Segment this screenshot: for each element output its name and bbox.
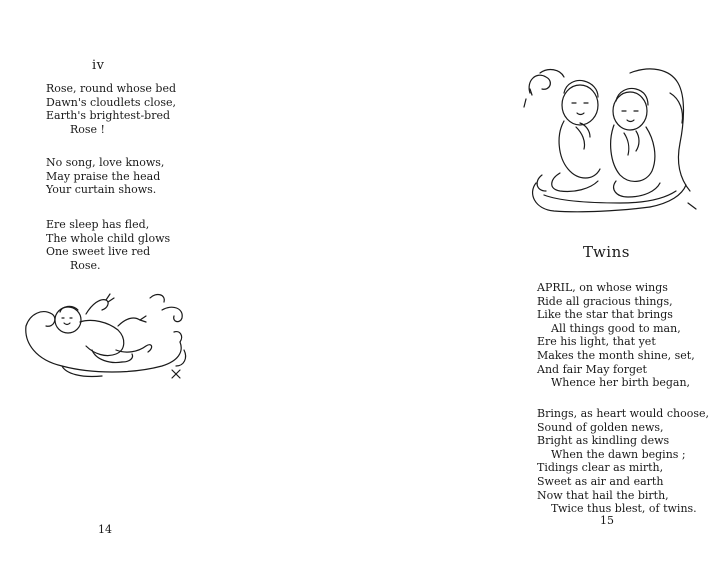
- poem-line: Rose !: [70, 122, 105, 136]
- poem-line: Twice thus blest, of twins.: [551, 502, 697, 516]
- poem-line: Makes the month shine, set,: [537, 348, 695, 362]
- stanza: [46, 156, 164, 197]
- stanza: [537, 407, 709, 516]
- right-page: [363, 0, 726, 573]
- poem-line: APRIL, on whose wings: [537, 281, 668, 294]
- poem-line: May praise the head: [46, 169, 161, 183]
- sleeping-baby-illustration: [22, 288, 192, 383]
- stanza: [537, 281, 695, 390]
- page-number: 15: [600, 514, 614, 527]
- poem-line: Tidings clear as mirth,: [537, 461, 664, 475]
- poem-line: The whole child glows: [46, 231, 171, 245]
- poem-line: Your curtain shows.: [46, 183, 157, 197]
- poem-line: One sweet live red: [46, 245, 151, 259]
- stanza: [46, 218, 170, 272]
- poem-line: Rose.: [70, 258, 101, 272]
- poem-line: Sweet as air and earth: [537, 474, 664, 488]
- poem-line: Brings, as heart would choose,: [537, 407, 709, 420]
- poem-line: Ere sleep has fled,: [46, 218, 150, 231]
- section-number: iv: [92, 58, 105, 73]
- poem-line: Like the star that brings: [537, 308, 673, 322]
- twin-babies-illustration: [520, 63, 705, 218]
- poem-line: Earth's brightest-bred: [46, 109, 171, 123]
- page-number: 14: [98, 523, 112, 536]
- poem-line: Rose, round whose bed: [46, 82, 177, 95]
- poem-line: Whence her birth began,: [551, 376, 691, 390]
- poem-line: When the dawn begins ;: [551, 447, 686, 461]
- poem-line: Bright as kindling dews: [537, 434, 670, 448]
- poem-line: Dawn's cloudlets close,: [46, 95, 177, 109]
- poem-line: Ere his light, that yet: [537, 335, 656, 349]
- poem-line: No song, love knows,: [46, 156, 165, 169]
- poem-line: All things good to man,: [551, 321, 681, 335]
- poem-line: Ride all gracious things,: [537, 294, 673, 308]
- poem-title: Twins: [583, 243, 630, 261]
- poem-line: And fair May forget: [537, 362, 647, 376]
- stanza: [46, 82, 176, 136]
- poem-line: Sound of golden news,: [537, 420, 664, 434]
- poem-line: Now that hail the birth,: [537, 488, 669, 502]
